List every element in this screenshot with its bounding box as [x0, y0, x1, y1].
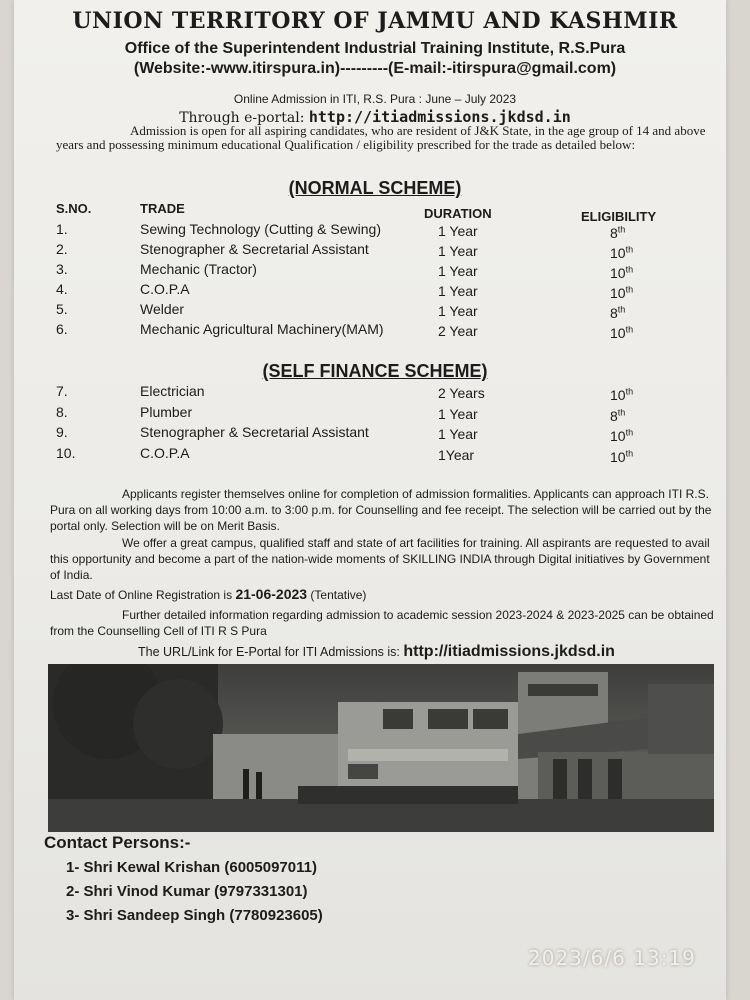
col-sno: S.NO. — [56, 201, 92, 216]
url-value: http://itiadmissions.jkdsd.in — [403, 643, 615, 660]
contact-item-3: 3- Shri Sandeep Singh (7780923605) — [66, 907, 323, 924]
normal-row-eligibility-suffix-5: th — [617, 304, 626, 315]
sf-row-eligibility-1: 10th — [610, 386, 634, 403]
sf-row-eligibility-suffix-3: th — [625, 427, 634, 438]
normal-row-eligibility-suffix-4: th — [625, 284, 634, 295]
sf-row-trade-2: Plumber — [140, 403, 193, 420]
sf-row-eligibility-4: 10th — [610, 447, 634, 465]
sf-row-trade-1: Electrician — [140, 383, 205, 399]
normal-row-eligibility-suffix-1: th — [617, 224, 626, 235]
normal-row-eligibility-2: 10th — [610, 244, 634, 261]
normal-row-duration-4: 1 Year — [438, 283, 478, 299]
sf-row-eligibility-suffix-1: th — [625, 386, 634, 397]
sf-row-eligibility-2: 8th — [610, 406, 626, 424]
intro-paragraph: Admission is open for all aspiring candidates, who are resident of J&K State, in the age group of 14 and above years and possessing minimum educational Qualification / eligibility prescribed for the trade as detailed below: — [56, 123, 706, 152]
normal-row-eligibility-3: 10th — [610, 264, 634, 281]
normal-row-eligibility-5: 8th — [610, 304, 626, 321]
sf-row-eligibility-suffix-4: th — [625, 447, 634, 458]
last-date-prefix: Last Date of Online Registration is — [50, 588, 236, 602]
url-prefix: The URL/Link for E-Portal for ITI Admissions is: — [138, 645, 404, 659]
sf-row-sno-1: 7. — [56, 383, 68, 399]
admission-period: Online Admission in ITI, R.S. Pura : June – July 2023 — [233, 92, 517, 106]
normal-row-duration-2: 1 Year — [438, 243, 478, 259]
office-name: Office of the Superintendent Industrial Training Institute, R.S.Pura — [124, 40, 626, 57]
sf-row-duration-2: 1 Year — [438, 405, 478, 422]
sf-row-sno-2: 8. — [56, 403, 68, 420]
col-duration: DURATION — [424, 206, 492, 221]
sf-row-eligibility-3: 10th — [610, 427, 634, 444]
self-finance-heading — [0, 361, 750, 382]
sf-row-sno-4: 10. — [56, 444, 76, 461]
photo-timestamp: 2023/6/6 13:19 — [528, 946, 696, 970]
normal-scheme-heading-text: (NORMAL SCHEME) — [288, 178, 462, 198]
col-eligibility: ELIGIBILITY — [581, 209, 657, 224]
normal-row-eligibility-suffix-6: th — [625, 324, 634, 335]
sf-row-eligibility-suffix-2: th — [617, 406, 626, 417]
normal-row-sno-3: 3. — [56, 261, 68, 277]
normal-row-eligibility-suffix-3: th — [625, 264, 634, 275]
sf-row-duration-3: 1 Year — [438, 426, 478, 442]
self-finance-heading-text: (SELF FINANCE SCHEME) — [262, 361, 488, 381]
normal-row-duration-1: 1 Year — [438, 223, 478, 239]
campus-photo — [48, 664, 714, 832]
contact-item-2: 2- Shri Vinod Kumar (9797331301) — [66, 883, 308, 900]
normal-row-sno-1: 1. — [56, 221, 68, 237]
normal-scheme-heading — [0, 178, 750, 199]
further-info-paragraph: Further detailed information regarding admission to academic session 2023-2024 & 2023-2025 can be obtained from the Counselling Cell of ITI R S Pura — [50, 608, 714, 638]
normal-row-sno-5: 5. — [56, 301, 68, 317]
normal-row-trade-2: Stenographer & Secretarial Assistant — [140, 241, 369, 257]
campus-photo-drawing — [48, 664, 714, 832]
normal-row-trade-6: Mechanic Agricultural Machinery(MAM) — [140, 321, 384, 337]
normal-row-trade-5: Welder — [140, 301, 185, 317]
normal-row-eligibility-4: 10th — [610, 284, 634, 301]
campus-paragraph: We offer a great campus, qualified staff and state of art facilities for training. All aspirants are requested to avail this opportunity and become a part of the nation-wide moments of SKILLING INDIA through Digital initiatives by Government of India. — [50, 536, 710, 582]
sf-row-trade-4: C.O.P.A — [140, 444, 190, 461]
normal-row-duration-5: 1 Year — [438, 303, 478, 319]
normal-row-duration-6: 2 Year — [438, 323, 478, 339]
contact-item-1: 1- Shri Kewal Krishan (6005097011) — [66, 859, 317, 876]
registration-paragraph: Applicants register themselves online for completion of admission formalities. Applicants can approach ITI R.S. Pura on all working days from 10:00 a.m. to 3:00 p.m. for Counselling and fee receipt. The selection will be carried out by the portal only. Selection will be on Merit Basis. — [50, 487, 712, 533]
normal-row-trade-3: Mechanic (Tractor) — [140, 261, 257, 277]
portal-url: http://itiadmissions.jkdsd.in — [308, 108, 571, 126]
sf-row-sno-3: 9. — [56, 424, 68, 440]
normal-row-sno-6: 6. — [56, 321, 68, 337]
sf-row-duration-4: 1Year — [438, 446, 475, 463]
last-date-suffix: (Tentative) — [307, 588, 367, 602]
portal-prefix: Through e-portal: — [179, 110, 309, 126]
normal-row-sno-2: 2. — [56, 241, 68, 257]
notice-title: UNION TERRITORY OF JAMMU AND KASHMIR — [72, 8, 678, 34]
normal-row-sno-4: 4. — [56, 281, 68, 297]
normal-row-eligibility-1: 8th — [610, 224, 626, 241]
normal-row-duration-3: 1 Year — [438, 263, 478, 279]
sf-row-duration-1: 2 Years — [438, 385, 485, 401]
website-email-line: (Website:-www.itirspura.in)---------(E-mail:-itirspura@gmail.com) — [133, 60, 617, 77]
contact-persons-title: Contact Persons:- — [44, 833, 191, 852]
normal-row-trade-4: C.O.P.A — [140, 281, 190, 297]
normal-row-trade-1: Sewing Technology (Cutting & Sewing) — [140, 221, 381, 237]
last-date-line — [50, 586, 722, 603]
normal-row-eligibility-6: 10th — [610, 324, 634, 341]
portal-url-line — [138, 644, 738, 660]
col-trade: TRADE — [140, 201, 185, 216]
sf-row-trade-3: Stenographer & Secretarial Assistant — [140, 424, 369, 440]
normal-row-eligibility-suffix-2: th — [625, 244, 634, 255]
last-date-value: 21-06-2023 — [235, 586, 308, 602]
